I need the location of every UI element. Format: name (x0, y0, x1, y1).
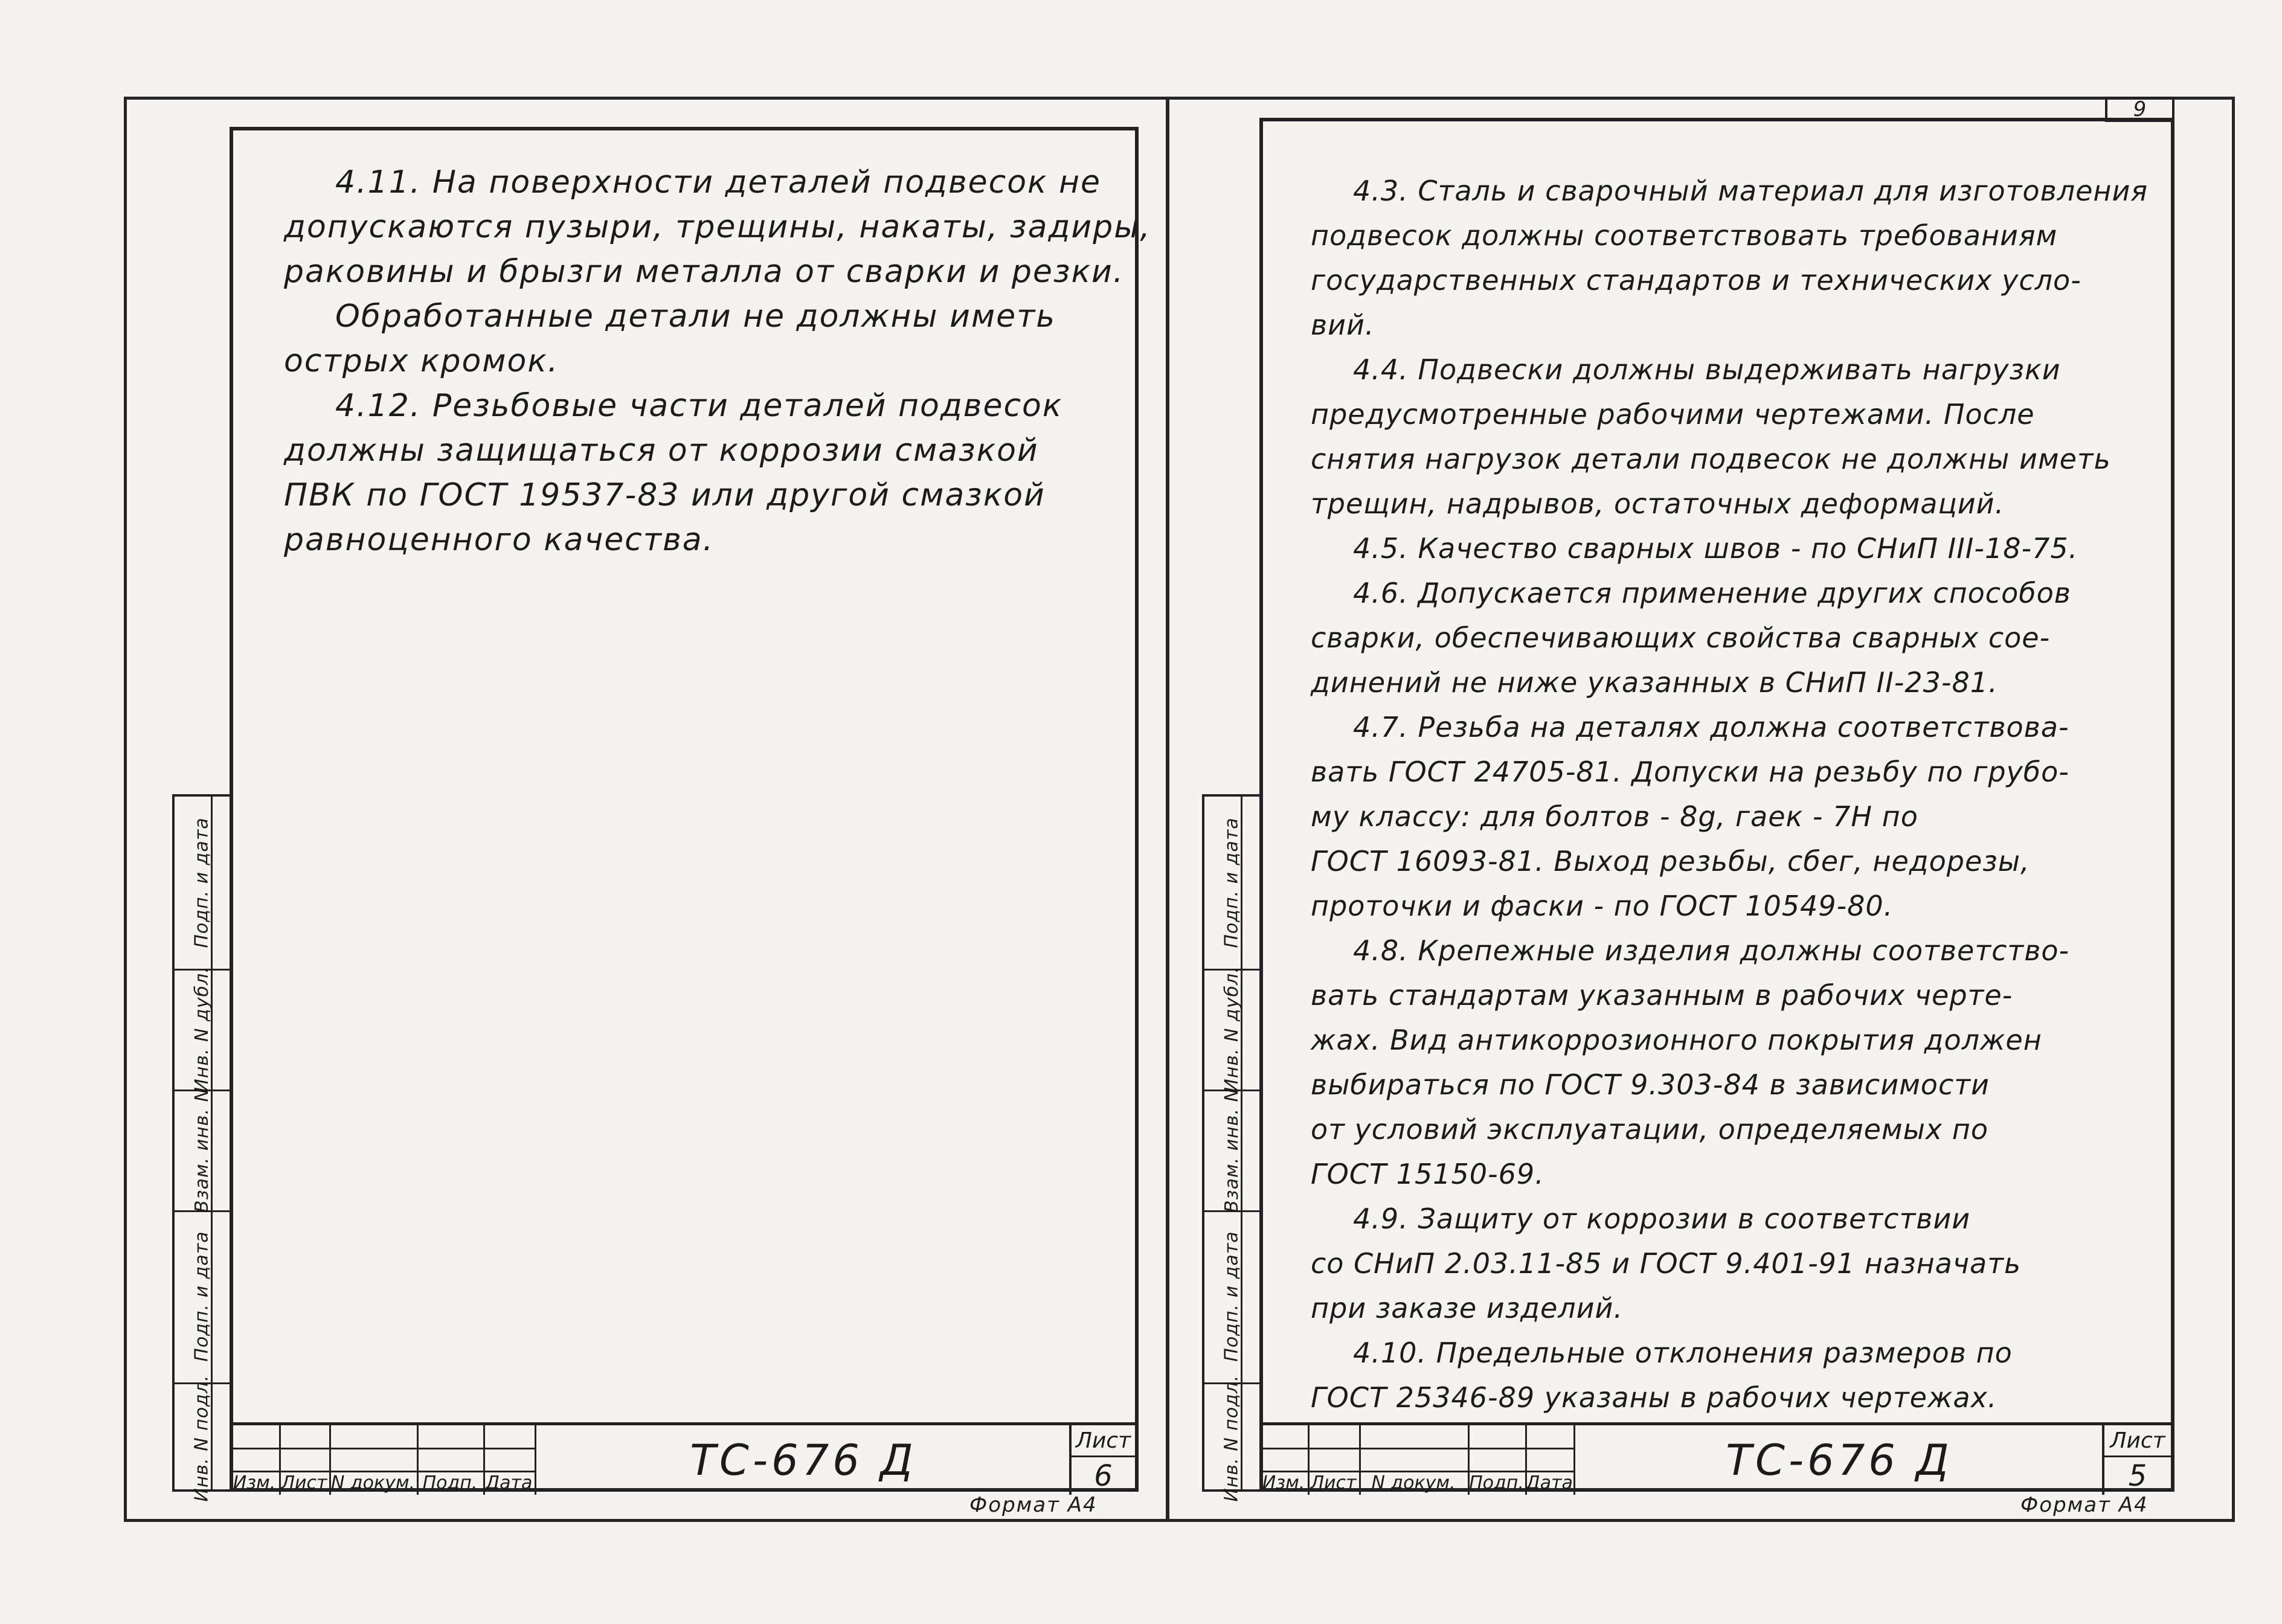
text-line: со СНиП 2.03.11-85 и ГОСТ 9.401-91 назначать (1311, 1247, 2022, 1280)
page-number-box: 9 (2105, 97, 2174, 122)
right-sheet-text (1311, 169, 2148, 1420)
right-title-block (1259, 1422, 2174, 1492)
sheet-number: 6 (1094, 1459, 1113, 1493)
text-line: сварки, обеспечивающих свойства сварных сое- (1311, 621, 2051, 654)
tb-col-ndokum: N докум. (1359, 1471, 1470, 1495)
text-line: вать стандартам указанным в рабочих черте- (1311, 979, 2013, 1012)
text-line: вий. (1311, 309, 1375, 341)
sheet-label: Лист (2110, 1428, 2165, 1453)
side-label: Подп. и дата (175, 797, 230, 971)
text-line: ГОСТ 15150-69. (1311, 1158, 1544, 1190)
right-side-strip (1202, 794, 1259, 1502)
text-line: му классу: для болтов - 8g, гаек - 7Н по (1311, 800, 1918, 833)
tb-col-data: Дата (483, 1471, 536, 1495)
sheet-label: Лист (1075, 1428, 1131, 1453)
text-line: трещин, надрывов, остаточных деформаций. (1311, 487, 2005, 520)
left-title-block (230, 1422, 1139, 1492)
text-line: равноценного качества. (284, 522, 715, 558)
side-label: Инв. N дубл. (175, 969, 230, 1091)
text-line: 4.4. Подвески должны выдерживать нагрузки (1353, 353, 2061, 386)
text-line: должны защищаться от коррозии смазкой (284, 432, 1039, 469)
side-label: Взам. инв. N (175, 1090, 230, 1212)
text-line: острых кромок. (284, 343, 559, 379)
sheet-number: 5 (2128, 1459, 2147, 1493)
document-code: ТС-676 Д (690, 1435, 917, 1485)
text-line: при заказе изделий. (1311, 1292, 1624, 1324)
text-line: 4.10. Предельные отклонения размеров по (1353, 1337, 2013, 1369)
tb-col-podp: Подп. (417, 1471, 485, 1495)
document-code: ТС-676 Д (1726, 1435, 1953, 1485)
text-line: жах. Вид антикоррозионного покрытия должен (1311, 1024, 2042, 1056)
tb-col-ndokum: N докум. (329, 1471, 419, 1495)
side-label: Инв. N дубл. (1204, 969, 1259, 1091)
tb-col-izm: Изм. (230, 1471, 281, 1495)
text-line: проточки и фаски - по ГОСТ 10549-80. (1311, 890, 1894, 922)
center-divider (1166, 97, 1169, 1522)
text-line: 4.9. Защиту от коррозии в соответствии (1353, 1202, 1971, 1235)
left-format-label: Формат А4 (969, 1493, 1098, 1517)
text-line: раковины и брызги металла от сварки и резки. (284, 254, 1125, 290)
text-line: от условий эксплуатации, определяемых по (1311, 1113, 1988, 1146)
text-line: ПВК по ГОСТ 19537-83 или другой смазкой (284, 477, 1046, 513)
text-line: вать ГОСТ 24705-81. Допуски на резьбу по грубо- (1311, 756, 2069, 788)
text-line: 4.3. Сталь и сварочный материал для изготовления (1353, 175, 2149, 207)
text-line: ГОСТ 16093-81. Выход резьбы, сбег, недорезы, (1311, 845, 2030, 878)
side-label: Подп. и дата (1204, 1210, 1259, 1384)
text-line: Обработанные детали не должны иметь (335, 298, 1056, 335)
tb-col-data: Дата (1525, 1471, 1575, 1495)
side-label: Подп. и дата (175, 1210, 230, 1384)
text-line: снятия нагрузок детали подвесок не должны иметь (1311, 443, 2111, 475)
text-line: государственных стандартов и технических усло- (1311, 264, 2081, 297)
text-line: динений не ниже указанных в СНиП II-23-81. (1311, 666, 1998, 699)
text-line: 4.7. Резьба на деталях должна соответствова- (1353, 711, 2069, 743)
text-line: ГОСТ 25346-89 указаны в рабочих чертежах. (1311, 1381, 1998, 1414)
text-line: предусмотренные рабочими чертежами. После (1311, 398, 2035, 431)
text-line: 4.6. Допускается применение других способов (1353, 577, 2071, 609)
text-line: подвесок должны соответствовать требованиям (1311, 219, 2058, 252)
tb-col-list: Лист (1308, 1471, 1361, 1495)
text-line: допускаются пузыри, трещины, накаты, задиры, (284, 209, 1151, 245)
text-line: выбираться по ГОСТ 9.303-84 в зависимости (1311, 1068, 1990, 1101)
left-side-strip (172, 794, 230, 1502)
text-line: 4.8. Крепежные изделия должны соответство- (1353, 934, 2070, 967)
text-line: 4.11. На поверхности деталей подвесок не (335, 164, 1101, 201)
text-line: 4.12. Резьбовые части деталей подвесок (335, 388, 1063, 424)
side-label: Инв. N подл. (1221, 1375, 1242, 1502)
side-label: Инв. N подл. (191, 1375, 213, 1502)
left-sheet-text (284, 160, 1151, 562)
text-line: 4.5. Качество сварных швов - по СНиП III-18-75. (1353, 532, 2078, 565)
tb-col-izm: Изм. (1259, 1471, 1310, 1495)
side-label: Взам. инв. N (1204, 1090, 1259, 1212)
tb-col-podp: Подп. (1468, 1471, 1527, 1495)
tb-col-list: Лист (279, 1471, 331, 1495)
side-label: Подп. и дата (1204, 797, 1259, 971)
right-format-label: Формат А4 (2020, 1493, 2149, 1517)
